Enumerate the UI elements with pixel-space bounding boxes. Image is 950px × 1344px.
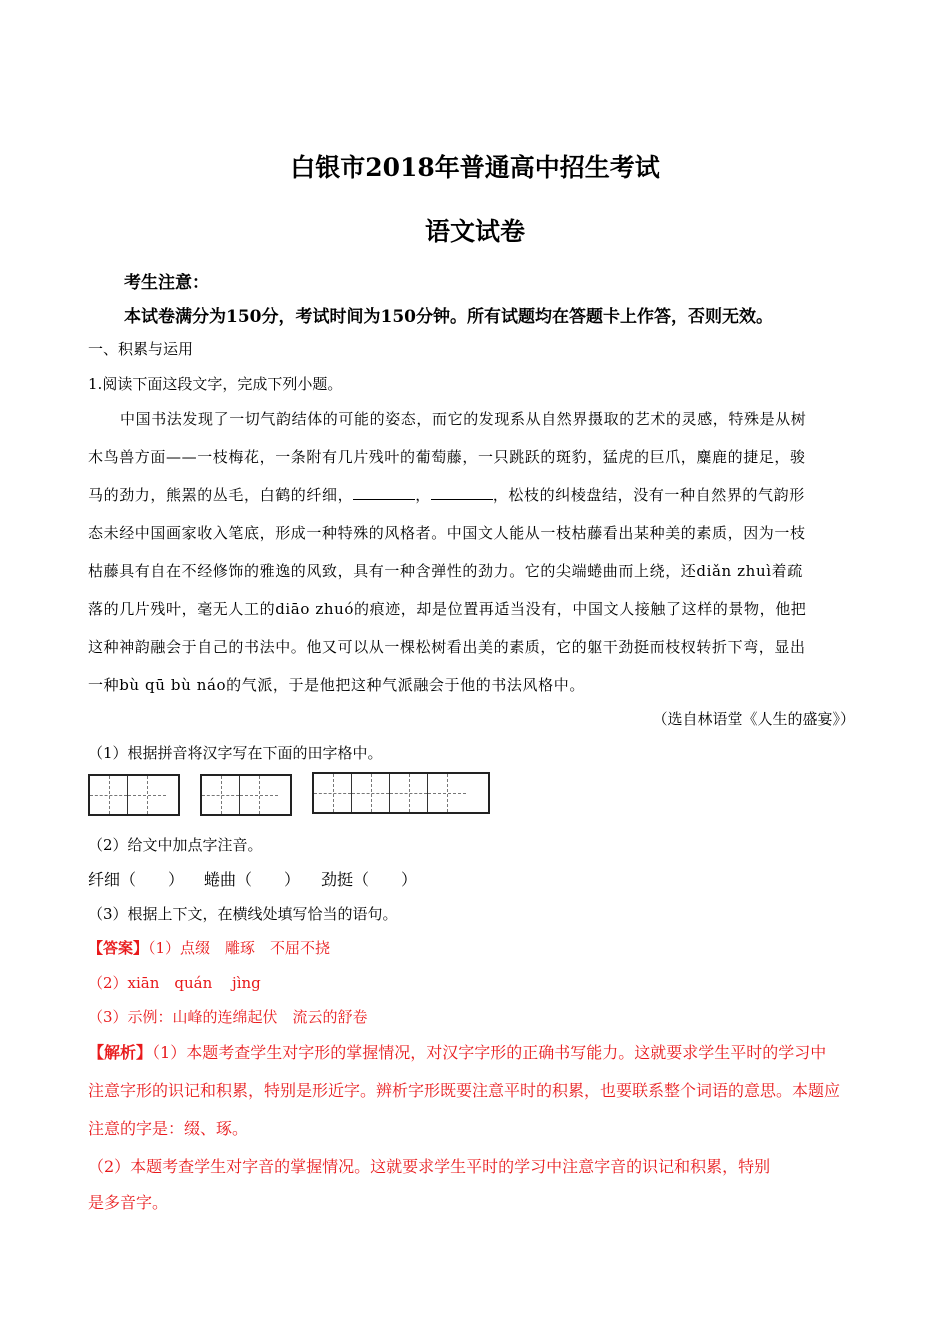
answer-line-2: （2）xiān quán jìng: [88, 974, 261, 992]
tianzige-cell[interactable]: [390, 774, 428, 812]
passage-source: （选自林语堂《人生的盛宴》）: [652, 710, 855, 728]
exam-title: 白银市2018年普通高中招生考试: [290, 153, 660, 182]
tianzige-cell[interactable]: [90, 776, 128, 814]
tianzige-cell[interactable]: [240, 776, 278, 814]
answer-label: 【答案】: [88, 939, 149, 957]
analysis-line: 是多音字。: [88, 1193, 169, 1212]
fill-blank: [353, 485, 415, 500]
notice-label: 考生注意：: [124, 273, 209, 293]
exam-subtitle: 语文试卷: [424, 217, 525, 246]
notice-text: 本试卷满分为150分，考试时间为150分钟。所有试题均在答题卡上作答，否则无效。: [124, 307, 773, 327]
tianzige-cell[interactable]: [128, 776, 166, 814]
question-prompt-text: 阅读下面这段文字，完成下列小题。: [102, 375, 343, 393]
analysis-line: 注意的字是：缀、琢。: [88, 1119, 249, 1138]
fill-blank: [431, 485, 493, 500]
passage-line: 这种神韵融会于自己的书法中。他又可以从一棵松树看出美的素质，它的躯干劲挺而枝杈转折下弯，显出: [88, 638, 806, 656]
tianzige-grid-1[interactable]: [88, 774, 180, 816]
section-title: 一、积累与运用: [88, 340, 194, 358]
tianzige-grid-2[interactable]: [200, 774, 292, 816]
passage-line: 马的劲力，熊罴的丛毛，白鹤的纤细， ， ，松枝的纠棱盘结，没有一种自然界的气韵形: [88, 486, 805, 504]
passage-line: 枯藤具有自在不经修饰的雅逸的风致，具有一种含弹性的劲力。它的尖端蜷曲而上绕，还diǎn zhuì着疏: [88, 562, 803, 580]
subquestion-2: （2）给文中加点字注音。: [88, 836, 263, 854]
pinyin-item: 劲挺（ ）: [321, 870, 418, 889]
analysis-line: 注意字形的识记和积累，特别是形近字。辨析字形既要注意平时的积累，也要联系整个词语的意思。本题应: [88, 1081, 841, 1100]
answer-line-1: 【答案】（1）点缀 雕琢 不屈不挠: [88, 939, 331, 957]
analysis-label: 【解析】: [88, 1043, 153, 1062]
subquestion-3: （3）根据上下文，在横线处填写恰当的语句。: [88, 905, 398, 923]
tianzige-cell[interactable]: [314, 774, 352, 812]
passage-line: 中国书法发现了一切气韵结体的可能的姿态，而它的发现系从自然界摄取的艺术的灵感，特殊是从树: [120, 410, 807, 428]
analysis-line: （2）本题考查学生对字音的掌握情况。这就要求学生平时的学习中注意字音的识记和积累，特别: [88, 1157, 771, 1176]
tianzige-cell[interactable]: [428, 774, 466, 812]
tianzige-cell[interactable]: [352, 774, 390, 812]
pinyin-item: 蜷曲（ ）: [204, 870, 301, 889]
tianzige-grid-3[interactable]: [312, 772, 490, 814]
answer-line-3: （3）示例：山峰的连绵起伏 流云的舒卷: [88, 1008, 368, 1026]
passage-line: 落的几片残叶，毫无人工的diāo zhuó的痕迹，却是位置再适当没有，中国文人接触了这样的景物，他把: [88, 600, 807, 618]
passage-line: 木鸟兽方面——一枝梅花，一条附有几片残叶的葡萄藤，一只跳跃的斑豹，猛虎的巨爪，麋鹿的捷足，骏: [88, 448, 806, 466]
subquestion-1: （1）根据拼音将汉字写在下面的田字格中。: [88, 744, 383, 762]
tianzige-cell[interactable]: [202, 776, 240, 814]
pinyin-item: 纤细（ ）: [88, 870, 185, 889]
question-number: 1.: [88, 375, 103, 393]
passage-line: 态未经中国画家收入笔底，形成一种特殊的风格者。中国文人能从一枝枯藤看出某种美的素质，因为一枝: [88, 524, 806, 542]
analysis-line: 【解析】（1）本题考查学生对字形的掌握情况，对汉字字形的正确书写能力。这就要求学生平时的学习中: [88, 1043, 827, 1062]
passage-line: 一种bù qū bù náo的气派，于是他把这种气派融会于他的书法风格中。: [88, 676, 585, 694]
question-prompt: [88, 373, 342, 394]
